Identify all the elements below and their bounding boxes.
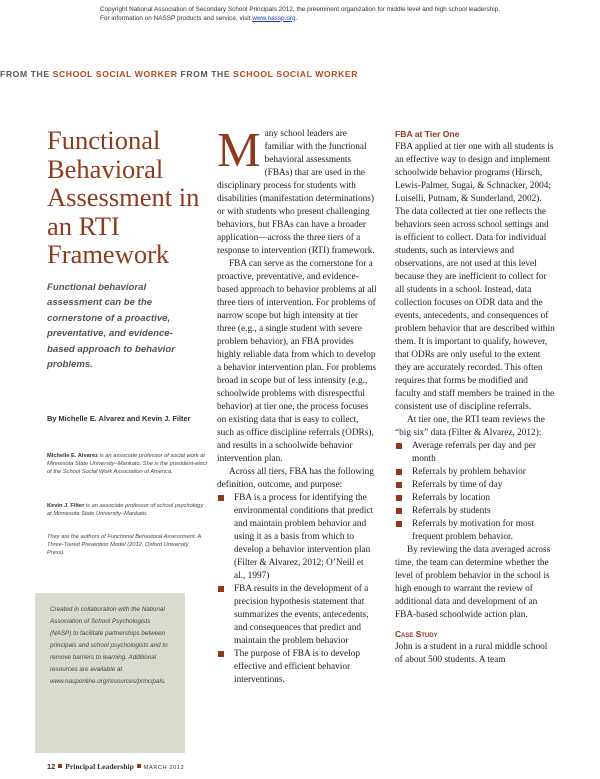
list-item-text: Average referrals per day and per month <box>412 441 536 464</box>
partnership-box <box>35 593 185 753</box>
copyright-text: Copyright National Association of Secondary School Principals 2012, the preeminent organization for middle level and high school leadership. For information on NASSP products and service, visit <box>100 6 501 22</box>
page-footer <box>47 762 184 771</box>
list-item <box>395 492 555 505</box>
list-item <box>217 583 377 648</box>
square-bullet-icon <box>137 764 141 768</box>
square-bullet-icon <box>396 508 402 514</box>
drop-cap: M <box>217 122 261 177</box>
list-item <box>395 518 555 544</box>
square-bullet-icon <box>218 651 224 657</box>
definition-list <box>217 492 377 687</box>
paragraph-big-six: At tier one, the RTI team reviews the “big six” data (Filter & Alvarez, 2012): <box>395 415 545 438</box>
list-item-text: Referrals by students <box>412 506 491 516</box>
list-item-text: The purpose of FBA is to develop effective and efficient behavior interventions. <box>234 649 361 685</box>
body-column-3 <box>395 128 555 667</box>
section-from-2: FROM THE <box>177 69 234 79</box>
list-item <box>395 440 555 466</box>
bio-name-filter: Kevin J. Filter <box>47 503 85 509</box>
paragraph-review: By reviewing the data averaged across time, the team can determine whether the level of problem behavior in the school is high enough to warrant the review of additional data and development of an FBA-based schoolwide action plan. <box>395 545 551 620</box>
square-bullet-icon <box>396 495 402 501</box>
article-byline: By Michelle E. Alvarez and Kevin J. Filter <box>47 414 191 423</box>
paragraph-tier-one: FBA applied at tier one with all students is an effective way to design and implement schoolwide behavior programs (Hirsch, Lewis-Palmer, Sugai, & Schnacker, 2004; Luiselli, Putnam, & Sunderland, 2002). The data collected at tier one reflects the behaviors seen across school settings and is efficient to collect. Data for individual students, such as interviews and observations, are not used at this level because they are inefficient to collect for all students in a school. Instead, data collection focuses on ODR data and the events, antecedents, and consequences of problem behavior that are described within them. It is important to qualify, however, that ODRs are only useful to the extent they are accurately recorded. This often requires that forms be modified and faculty and staff members be trained in the consistent use of discipline referrals. <box>395 142 555 412</box>
nassp-link[interactable]: www.nassp.org <box>252 14 296 22</box>
page-number: 12 <box>47 762 56 771</box>
list-item-text: Referrals by location <box>412 493 490 503</box>
section-name-2: SCHOOL SOCIAL WORKER <box>233 69 359 79</box>
list-item-text: Referrals by motivation for most frequent problem behavior. <box>412 519 534 542</box>
intro-text: any school leaders are familiar with the functional behavioral assessments (FBAs) that are used in the disciplinary process for students with disabilities (manifestation determinations) or with students who present challenging behaviors, but FBAs can have a broader application—across the three tiers of a response to intervention (RTI) framework. <box>217 129 375 256</box>
list-item-text: Referrals by time of day <box>412 480 503 490</box>
intro-paragraph <box>217 122 377 258</box>
partnership-note: Created in collaboration with the National Association of School Psychologists (NASP) to facilitate partnerships between principals and school psychologists and to remove barriers to learning. Additional resources are available at www.nasponline.org/resources/principals. <box>50 606 168 685</box>
list-item-text: FBA is a process for identifying the environmental conditions that predict and maintain problem behavior and using it as a basis from which to develop a behavior intervention plan (Filter & Alvarez, 2012; O’Neill et al., 1997) <box>234 493 374 581</box>
section-banner <box>0 69 600 79</box>
article-title: Functional Behavioral Assessment in an RTI Framework <box>47 125 200 269</box>
subhead-tier-one: FBA at Tier One <box>395 129 460 139</box>
body-column-2 <box>217 122 377 687</box>
square-bullet-icon <box>218 495 224 501</box>
bio-name-alvarez: Michelle E. Alvarez <box>47 453 98 459</box>
list-item <box>395 479 555 492</box>
square-bullet-icon <box>396 469 402 475</box>
paragraph-case-study: John is a student in a rural middle school of about 500 students. A team <box>395 642 548 665</box>
square-bullet-icon <box>396 521 402 527</box>
article-deck: Functional behavioral assessment can be the cornerstone of a proactive, preventative, and evidence-based approach to behavior problems. <box>47 282 175 371</box>
square-bullet-icon <box>58 764 62 768</box>
list-item-text: FBA results in the development of a precision hypothesis statement that summarizes the events, antecedents, and consequences that predict and maintain the problem behavior <box>234 584 369 646</box>
author-bio-alvarez <box>47 452 207 477</box>
list-item <box>395 466 555 479</box>
publication-name: Principal Leadership <box>65 762 134 771</box>
list-item-text: Referrals by problem behavior <box>412 467 526 477</box>
square-bullet-icon <box>396 482 402 488</box>
list-item <box>217 648 377 687</box>
authors-book-note: They are the authors of Functional Behavioral Assessment: A Three-Tiered Prevention Model (2012, Oxford University Press). <box>47 534 201 557</box>
subhead-case-study: Case Study <box>395 629 438 639</box>
copyright-end: . <box>295 14 298 22</box>
square-bullet-icon <box>218 586 224 592</box>
square-bullet-icon <box>396 443 402 449</box>
paragraph-definition: Across all tiers, FBA has the following definition, outcome, and purpose: <box>217 467 374 490</box>
list-item <box>395 505 555 518</box>
paragraph-cornerstone: FBA can serve as the cornerstone for a proactive, preventative, and evidence-based approach to behavior problems at all three tiers of intervention. For problems of narrow scope but high intensity at tier three (e.g., a single student with severe problem behavior), an FBA provides highly reliable data from which to develop a behavior intervention plan. For problems broad in scope but of less intensity (e.g., schoolwide problems with disrespectful behavior) at tier one, the process focuses on existing data that is easy to collect, such as office discipline referrals (ODRs), and results in a schoolwide behavior intervention plan. <box>217 259 377 464</box>
author-bio-filter <box>47 502 207 518</box>
bio-text-alvarez: is an associate professor of social work at Minnesota State University–Mankato. She is the president-elect of the School Social Work Association of America. <box>47 453 207 476</box>
bio-text-filter: is an associate professor of school psychology at Minnesota State University–Mankato. <box>47 503 204 518</box>
section-from-1: FROM THE <box>0 69 53 79</box>
copyright-notice <box>100 6 510 23</box>
list-item <box>217 492 377 583</box>
section-name-1: SCHOOL SOCIAL WORKER <box>52 69 178 79</box>
big-six-list <box>395 440 555 544</box>
issue-date: MARCH 2012 <box>143 765 185 771</box>
